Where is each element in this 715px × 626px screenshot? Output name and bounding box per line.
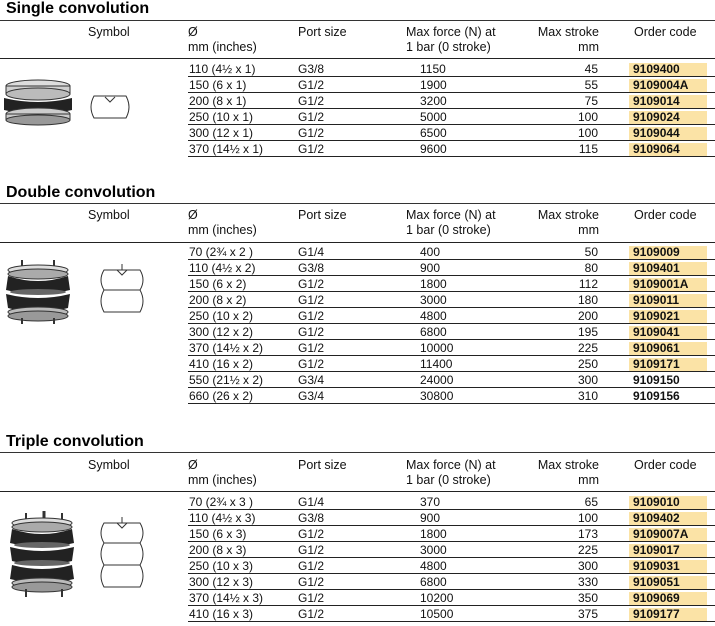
- table-row: [188, 389, 715, 404]
- stroke-cell: 80: [584, 261, 598, 275]
- header-port-size: Port size: [298, 458, 347, 472]
- size-cell: 250 (10 x 2): [189, 309, 254, 323]
- row-underline: [188, 76, 715, 77]
- row-underline: [188, 92, 715, 93]
- force-cell: 11400: [420, 357, 453, 371]
- force-cell: 1800: [420, 277, 447, 291]
- size-cell: 110 (4½ x 1): [189, 62, 256, 76]
- table-row: [188, 325, 715, 340]
- stroke-cell: 225: [577, 543, 598, 557]
- header-symbol: Symbol: [88, 25, 130, 39]
- section-rule: [0, 203, 715, 204]
- port-cell: G1/2: [298, 94, 325, 108]
- port-cell: G1/2: [298, 607, 325, 621]
- stroke-cell: 65: [584, 495, 598, 509]
- order-code-cell: 9109024: [633, 110, 680, 124]
- size-cell: 200 (8 x 1): [189, 94, 247, 108]
- port-cell: G1/2: [298, 341, 325, 355]
- stroke-cell: 50: [584, 245, 598, 259]
- order-code-cell: 9109014: [633, 94, 680, 108]
- table-row: [188, 511, 715, 526]
- header-order-code: Order code: [634, 458, 697, 472]
- header-port-size: Port size: [298, 208, 347, 222]
- row-underline: [188, 509, 715, 510]
- stroke-cell: 100: [577, 110, 598, 124]
- table-row: [188, 543, 715, 558]
- table-row: [188, 527, 715, 542]
- row-underline: [188, 605, 715, 606]
- row-underline: [188, 291, 715, 292]
- section-rule: [0, 452, 715, 453]
- order-code-cell: 9109007A: [633, 527, 689, 541]
- force-cell: 9600: [420, 142, 447, 156]
- stroke-cell: 250: [577, 357, 598, 371]
- port-cell: G1/2: [298, 527, 325, 541]
- header-diameter: Ø mm (inches): [188, 458, 257, 487]
- table-row: [188, 126, 715, 141]
- table-row: [188, 341, 715, 356]
- header-max-stroke: Max stroke mm: [537, 458, 599, 487]
- section-title: Double convolution: [6, 184, 156, 201]
- header-symbol: Symbol: [88, 458, 130, 472]
- size-cell: 410 (16 x 3): [189, 607, 254, 621]
- section-rule: [0, 20, 715, 21]
- port-cell: G3/4: [298, 389, 325, 403]
- row-underline: [188, 525, 715, 526]
- order-code-cell: 9109064: [633, 142, 680, 156]
- table-row: [188, 373, 715, 388]
- port-cell: G1/2: [298, 293, 325, 307]
- header-rule: [0, 58, 715, 59]
- force-cell: 4800: [420, 559, 447, 573]
- order-code-cell: 9109017: [633, 543, 680, 557]
- force-cell: 3200: [420, 94, 447, 108]
- force-cell: 24000: [420, 373, 454, 387]
- stroke-cell: 115: [578, 142, 598, 156]
- stroke-cell: 300: [577, 559, 598, 573]
- port-cell: G1/2: [298, 277, 325, 291]
- size-cell: 110 (4½ x 2): [189, 261, 256, 275]
- port-cell: G1/2: [298, 325, 325, 339]
- header-max-stroke: Max stroke mm: [537, 25, 599, 54]
- table-row: [188, 591, 715, 606]
- single-convolution-symbol-icon: [88, 94, 132, 125]
- stroke-cell: 300: [577, 373, 598, 387]
- table-row: [188, 245, 715, 260]
- size-cell: 70 (2¾ x 3 ): [189, 495, 254, 509]
- stroke-cell: 45: [584, 62, 598, 76]
- table-row: [188, 357, 715, 372]
- order-code-cell: 9109010: [633, 495, 680, 509]
- force-cell: 1150: [420, 62, 446, 76]
- port-cell: G3/8: [298, 261, 325, 275]
- size-cell: 660 (26 x 2): [189, 389, 254, 403]
- header-max-stroke: Max stroke mm: [537, 208, 599, 237]
- header-order-code: Order code: [634, 25, 697, 39]
- header-symbol: Symbol: [88, 208, 130, 222]
- port-cell: G3/8: [298, 62, 325, 76]
- double-bellows-icon: [2, 260, 74, 329]
- header-max-force: Max force (N) at 1 bar (0 stroke): [406, 25, 496, 54]
- size-cell: 250 (10 x 3): [189, 559, 254, 573]
- row-underline: [188, 275, 715, 276]
- row-underline: [188, 355, 715, 356]
- row-underline: [188, 589, 715, 590]
- table-row: [188, 110, 715, 125]
- row-underline: [188, 323, 715, 324]
- row-underline: [188, 259, 715, 260]
- stroke-cell: 330: [577, 575, 598, 589]
- size-cell: 300 (12 x 2): [189, 325, 254, 339]
- order-code-cell: 9109021: [633, 309, 680, 323]
- order-code-cell: 9109004A: [633, 78, 689, 92]
- triple-convolution-symbol-icon: [98, 517, 146, 600]
- port-cell: G3/4: [298, 373, 325, 387]
- port-cell: G3/8: [298, 511, 325, 525]
- stroke-cell: 310: [577, 389, 598, 403]
- row-underline: [188, 621, 715, 622]
- port-cell: G1/2: [298, 142, 325, 156]
- force-cell: 370: [420, 495, 441, 509]
- order-code-cell: 9109009: [633, 245, 680, 259]
- force-cell: 900: [420, 261, 441, 275]
- force-cell: 3000: [420, 293, 447, 307]
- row-underline: [188, 371, 715, 372]
- double-convolution-symbol-icon: [98, 264, 146, 321]
- order-code-cell: 9109041: [633, 325, 680, 339]
- header-max-force: Max force (N) at 1 bar (0 stroke): [406, 458, 496, 487]
- size-cell: 200 (8 x 2): [189, 293, 247, 307]
- size-cell: 110 (4½ x 3): [189, 511, 256, 525]
- header-rule: [0, 491, 715, 492]
- size-cell: 300 (12 x 3): [189, 575, 254, 589]
- row-underline: [188, 124, 715, 125]
- order-code-cell: 9109061: [633, 341, 680, 355]
- size-cell: 370 (14½ x 2): [189, 341, 264, 355]
- table-row: [188, 559, 715, 574]
- port-cell: G1/2: [298, 543, 325, 557]
- force-cell: 3000: [420, 543, 447, 557]
- order-code-cell: 9109177: [633, 607, 680, 621]
- row-underline: [188, 573, 715, 574]
- table-row: [188, 78, 715, 93]
- size-cell: 150 (6 x 3): [189, 527, 247, 541]
- order-code-cell: 9109051: [633, 575, 680, 589]
- size-cell: 70 (2¾ x 2 ): [189, 245, 254, 259]
- stroke-cell: 200: [577, 309, 598, 323]
- stroke-cell: 173: [577, 527, 598, 541]
- table-row: [188, 94, 715, 109]
- header-order-code: Order code: [634, 208, 697, 222]
- table-row: [188, 142, 715, 157]
- port-cell: G1/2: [298, 309, 325, 323]
- table-row: [188, 261, 715, 276]
- row-underline: [188, 108, 715, 109]
- row-underline: [188, 156, 715, 157]
- stroke-cell: 75: [584, 94, 598, 108]
- port-cell: G1/2: [298, 591, 325, 605]
- table-row: [188, 293, 715, 308]
- order-code-cell: 9109171: [633, 357, 680, 371]
- section-title: Single convolution: [6, 0, 150, 17]
- force-cell: 900: [420, 511, 441, 525]
- force-cell: 10500: [420, 607, 454, 621]
- size-cell: 200 (8 x 3): [189, 543, 247, 557]
- size-cell: 410 (16 x 2): [189, 357, 254, 371]
- order-code-cell: 9109001A: [633, 277, 689, 291]
- row-underline: [188, 140, 715, 141]
- force-cell: 400: [420, 245, 441, 259]
- section-title: Triple convolution: [6, 433, 144, 450]
- port-cell: G1/2: [298, 126, 325, 140]
- order-code-cell: 9109031: [633, 559, 680, 573]
- row-underline: [188, 339, 715, 340]
- table-row: [188, 575, 715, 590]
- port-cell: G1/4: [298, 495, 325, 509]
- table-row: [188, 277, 715, 292]
- force-cell: 10200: [420, 591, 454, 605]
- force-cell: 6800: [420, 325, 447, 339]
- stroke-cell: 225: [577, 341, 598, 355]
- force-cell: 30800: [420, 389, 454, 403]
- order-code-cell: 9109156: [633, 389, 680, 403]
- order-code-cell: 9109069: [633, 591, 680, 605]
- row-underline: [188, 557, 715, 558]
- port-cell: G1/2: [298, 78, 325, 92]
- row-underline: [188, 541, 715, 542]
- stroke-cell: 195: [577, 325, 598, 339]
- order-code-cell: 9109150: [633, 373, 680, 387]
- order-code-cell: 9109400: [633, 62, 680, 76]
- order-code-cell: 9109401: [633, 261, 680, 275]
- force-cell: 1900: [420, 78, 447, 92]
- stroke-cell: 55: [584, 78, 598, 92]
- header-max-force: Max force (N) at 1 bar (0 stroke): [406, 208, 496, 237]
- stroke-cell: 180: [577, 293, 598, 307]
- port-cell: G1/2: [298, 357, 325, 371]
- stroke-cell: 375: [577, 607, 598, 621]
- force-cell: 10000: [420, 341, 454, 355]
- header-rule: [0, 242, 715, 243]
- header-diameter: Ø mm (inches): [188, 208, 257, 237]
- stroke-cell: 350: [577, 591, 598, 605]
- stroke-cell: 100: [577, 126, 598, 140]
- order-code-cell: 9109044: [633, 126, 680, 140]
- size-cell: 150 (6 x 1): [189, 78, 247, 92]
- table-row: [188, 309, 715, 324]
- table-row: [188, 607, 715, 622]
- row-underline: [188, 387, 715, 388]
- size-cell: 250 (10 x 1): [189, 110, 254, 124]
- size-cell: 150 (6 x 2): [189, 277, 247, 291]
- port-cell: G1/2: [298, 559, 325, 573]
- size-cell: 550 (21½ x 2): [189, 373, 264, 387]
- table-row: [188, 495, 715, 510]
- port-cell: G1/2: [298, 110, 325, 124]
- size-cell: 370 (14½ x 3): [189, 591, 264, 605]
- port-cell: G1/4: [298, 245, 325, 259]
- header-port-size: Port size: [298, 25, 347, 39]
- header-diameter: Ø mm (inches): [188, 25, 257, 54]
- order-code-cell: 9109402: [633, 511, 680, 525]
- size-cell: 300 (12 x 1): [189, 126, 254, 140]
- row-underline: [188, 307, 715, 308]
- table-row: [188, 62, 715, 77]
- stroke-cell: 112: [578, 277, 598, 291]
- force-cell: 6800: [420, 575, 447, 589]
- single-bellows-icon: [2, 74, 74, 133]
- size-cell: 370 (14½ x 1): [189, 142, 264, 156]
- force-cell: 5000: [420, 110, 447, 124]
- port-cell: G1/2: [298, 575, 325, 589]
- force-cell: 1800: [420, 527, 447, 541]
- force-cell: 4800: [420, 309, 447, 323]
- row-underline: [188, 403, 715, 404]
- order-code-cell: 9109011: [633, 293, 680, 307]
- triple-bellows-icon: [4, 511, 80, 626]
- stroke-cell: 100: [577, 511, 598, 525]
- force-cell: 6500: [420, 126, 447, 140]
